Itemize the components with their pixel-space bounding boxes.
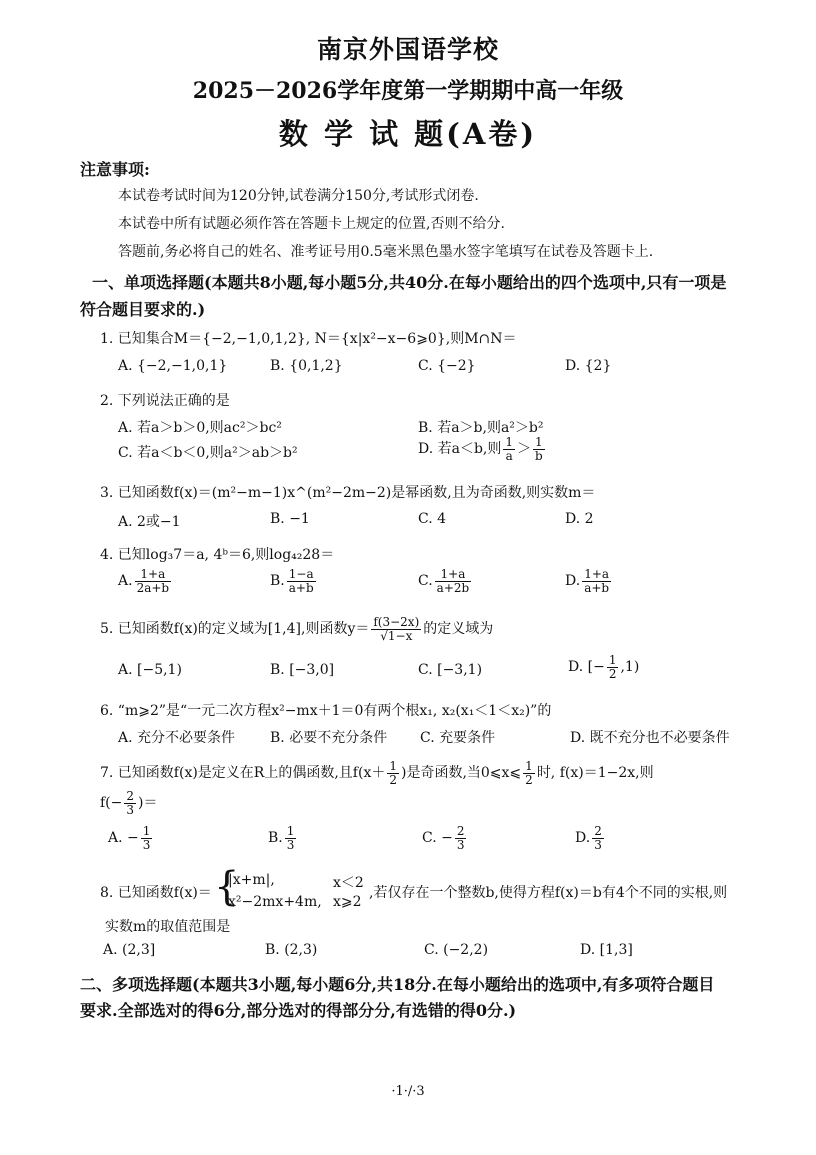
q4-option-c: C. $\frac{1+a}{a+2b}$ xyxy=(418,567,470,595)
q1-option-a: A. {−2,−1,0,1} xyxy=(118,358,228,374)
q7-option-c: C. − $\frac{2}{3}$ xyxy=(422,824,465,852)
q2-option-a: A. 若a＞b＞0,则ac²＞bc² xyxy=(118,420,282,436)
q8-option-a: A. (2,3] xyxy=(103,942,156,958)
note-line-1: 本试卷考试时间为120分钟,试卷满分150分,考试形式闭卷. xyxy=(118,188,479,204)
q3-option-c: C. 4 xyxy=(418,511,447,527)
section2-heading-cont: 要求.全部选对的得6分,部分选对的得部分分,有选错的得0分.) xyxy=(80,1001,517,1020)
q8-option-c: C. (−2,2) xyxy=(424,942,489,958)
q1-stem: 1. 已知集合M＝{−2,−1,0,1,2}, N＝{x|x²−x−6⩾0},则M∩N＝ xyxy=(100,331,517,347)
q7-stem-line2: f(− $\frac{2}{3}$ )＝ xyxy=(100,789,158,817)
school-name: 南京外国语学校 xyxy=(316,35,499,64)
q8-case2-expr: x²−2mx+4m, xyxy=(228,894,322,910)
q2-d-frac1: $\frac{1}{a}$ xyxy=(505,435,514,463)
section2-heading: 二、多项选择题(本题共3小题,每小题6分,共18分.在每小题给出的选项中,有多项符合题目 xyxy=(80,975,715,994)
q6-option-a: A. 充分不必要条件 xyxy=(118,730,236,746)
q5-option-d: D. [− $\frac{1}{2}$ ,1) xyxy=(568,653,640,681)
note-line-2: 本试卷中所有试题必须作答在答题卡上规定的位置,否则不给分. xyxy=(118,216,505,232)
note-line-3: 答题前,务必将自己的姓名、准考证号用0.5毫米黑色墨水签字笔填写在试卷及答题卡上. xyxy=(118,244,654,260)
q8-case2-cond: x⩾2 xyxy=(333,894,362,910)
q8-option-d: D. [1,3] xyxy=(580,942,633,958)
q7-option-b: B. $\frac{1}{3}$ xyxy=(268,824,295,852)
q1-option-c: C. {−2} xyxy=(418,358,476,374)
notes-title: 注意事项: xyxy=(80,160,150,179)
q8-stem-pre: 8. 已知函数f(x)＝ xyxy=(100,885,212,901)
q6-option-c: C. 充要条件 xyxy=(420,730,496,746)
q4-option-d: D. $\frac{1+a}{a+b}$ xyxy=(565,567,610,595)
q8-case1-cond: x＜2 xyxy=(333,875,364,891)
q7-option-a: A. − $\frac{1}{3}$ xyxy=(108,824,151,852)
q7-option-d: D. $\frac{2}{3}$ xyxy=(575,824,602,852)
q6-option-b: B. 必要不充分条件 xyxy=(270,730,388,746)
q6-option-d: D. 既不充分也不必要条件 xyxy=(570,730,730,746)
q3-option-d: D. 2 xyxy=(565,511,594,527)
q2-option-d: D. 若a＜b,则 $\frac{1}{a}$ ＞ $\frac{1}{b}$ xyxy=(418,435,543,463)
q1-option-b: B. {0,1,2} xyxy=(270,358,343,374)
q8-case1-expr: |x+m|, xyxy=(228,872,275,888)
q2-d-text: D. 若a＜b,则 xyxy=(418,441,502,458)
q5-option-c: C. [−3,1) xyxy=(418,662,483,678)
q8-left-brace: { xyxy=(214,864,240,910)
q1-option-d: D. {2} xyxy=(565,358,612,374)
q3-stem: 3. 已知函数f(x)＝(m²−m−1)x^(m²−2m−2)是幂函数,且为奇函数,则实数m＝ xyxy=(100,485,596,501)
q3-option-a: A. 2或−1 xyxy=(118,514,181,530)
q2-option-b: B. 若a＞b,则a²＞b² xyxy=(418,420,544,436)
q2-d-frac2: $\frac{1}{b}$ xyxy=(535,435,543,463)
q4-stem: 4. 已知log₃7＝a, 4ᵇ＝6,则log₄₂28＝ xyxy=(100,547,335,563)
section1-heading-cont: 符合题目要求的.) xyxy=(80,300,206,319)
section1-heading: 一、单项选择题(本题共8小题,每小题5分,共40分.在每小题给出的四个选项中,只有一项是 xyxy=(92,273,727,292)
q6-stem: 6. “m⩾2”是“一元二次方程x²−mx＋1＝0有两个根x₁, x₂(x₁＜1＜x₂)”的 xyxy=(100,703,552,719)
q2-stem: 2. 下列说法正确的是 xyxy=(100,393,230,409)
q7-stem: 7. 已知函数f(x)是定义在R上的偶函数,且f(x＋ $\frac{1}{2}$ )是奇函数,当0⩽x⩽ $\frac{1}{2}$ 时, f(x)＝1−2x,则 xyxy=(100,759,654,787)
q5-option-b: B. [−3,0] xyxy=(270,662,335,678)
q4-option-a: A. $\frac{1+a}{2a+b}$ xyxy=(118,567,170,595)
page-number: ·1·/·3 xyxy=(391,1084,425,1099)
exam-title: 数 学 试 题(A卷) xyxy=(278,117,538,151)
term-title: 2025－2026学年度第一学期期中高一年级 xyxy=(192,78,624,104)
q8-stem-post: ,若仅存在一个整数b,使得方程f(x)＝b有4个不同的实根,则 xyxy=(369,885,728,901)
q5-stem: 5. 已知函数f(x)的定义域为[1,4],则函数y＝ $\frac{f(3-2x)}{√1-x}$ 的定义域为 xyxy=(100,615,494,643)
q5-option-a: A. [−5,1) xyxy=(118,662,182,678)
q4-option-b: B. $\frac{1-a}{a+b}$ xyxy=(270,567,314,595)
q8-stem-line2: 实数m的取值范围是 xyxy=(105,919,231,935)
q8-option-b: B. (2,3) xyxy=(265,942,318,958)
q2-option-c: C. 若a＜b＜0,则a²＞ab＞b² xyxy=(118,445,298,461)
q3-option-b: B. −1 xyxy=(270,511,310,527)
